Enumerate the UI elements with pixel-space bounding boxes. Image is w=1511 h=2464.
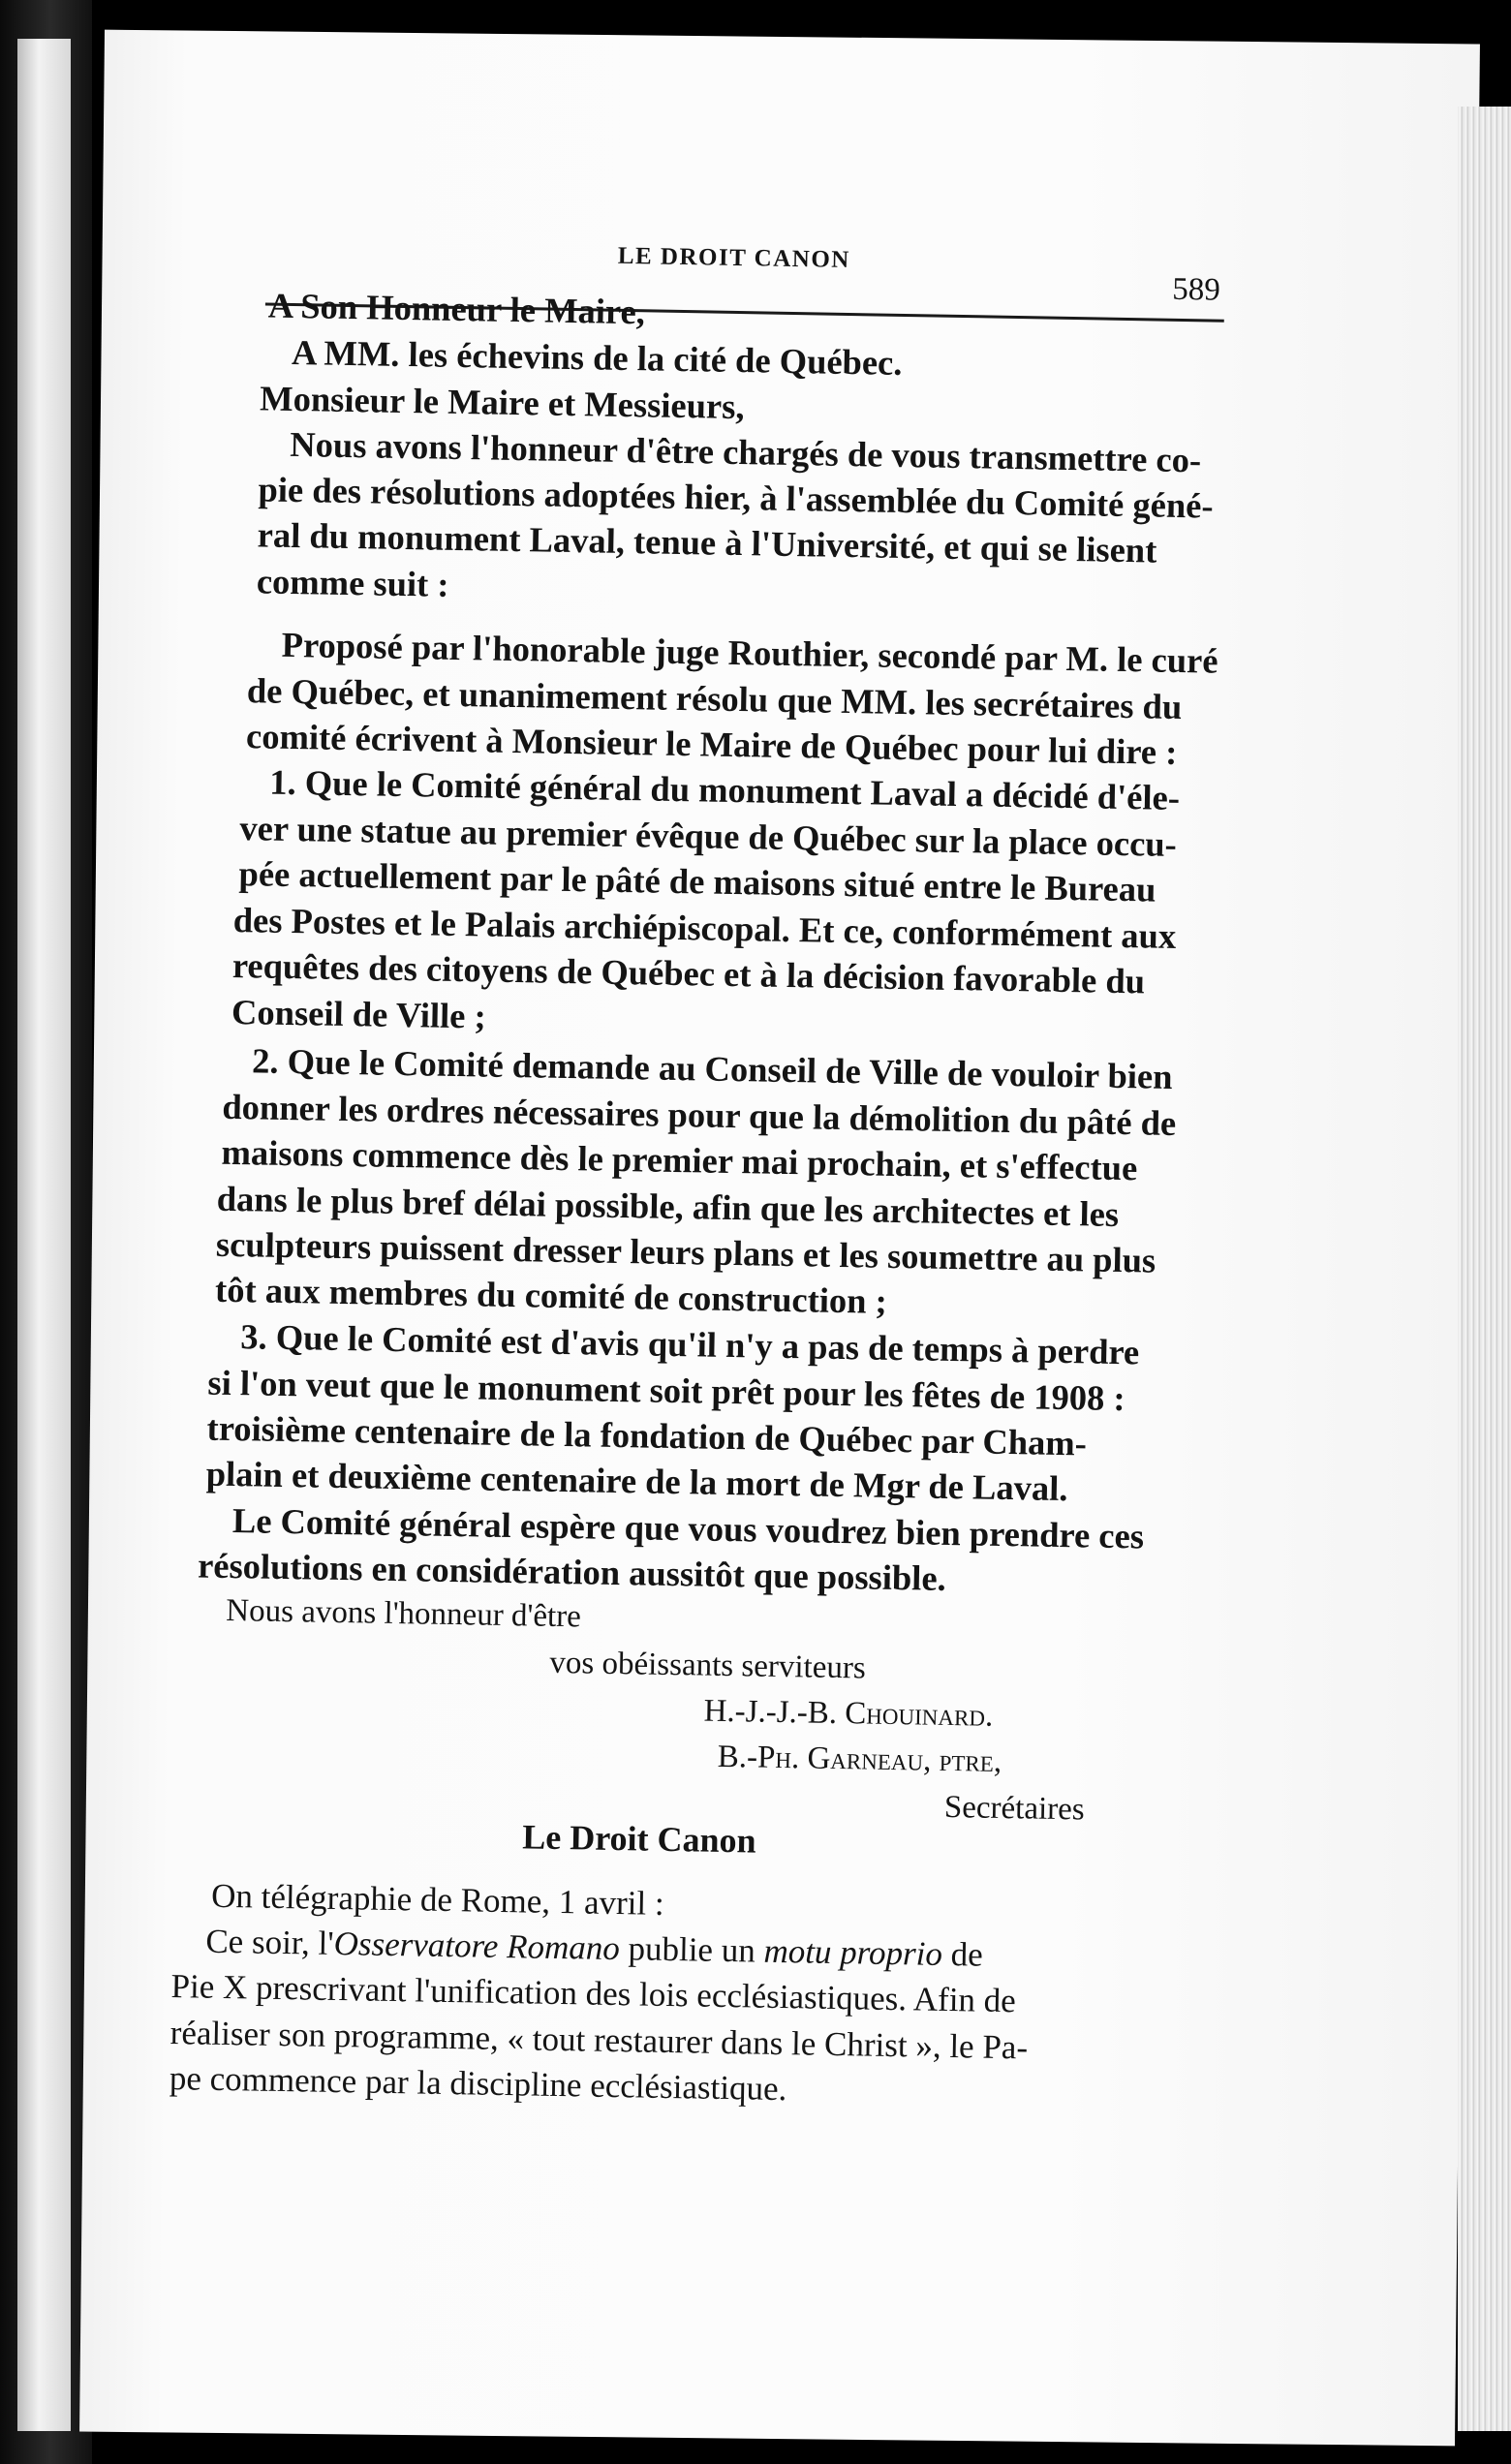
resolution-2-line: sculpteurs puissent dresser leurs plans et les soumettre au plus — [215, 1223, 1156, 1280]
paragraph-2-line: comité écrivent à Monsieur le Maire de Québec pour lui dire : — [245, 716, 1178, 772]
salutation: Monsieur le Maire et Messieurs, — [259, 378, 745, 427]
resolution-2-line: dans le plus bref délai possible, afin que les architectes et les — [216, 1178, 1120, 1234]
paragraph-1-line: ral du monument Laval, tenue à l'Université, et qui se lisent — [257, 514, 1157, 570]
closing-paragraph-line: résolutions en considération aussitôt que possible. — [197, 1545, 947, 1598]
dateline: On télégraphie de Rome, 1 avril : — [210, 1876, 664, 1923]
page-number: 589 — [1172, 271, 1221, 308]
valediction: vos obéissants serviteurs — [549, 1645, 867, 1686]
section-line-1-c: de — [941, 1934, 984, 1974]
resolution-2-line: tôt aux membres du comité de construction ; — [214, 1269, 888, 1321]
section-line-1-a: Ce soir, l' — [205, 1922, 334, 1962]
section-line: réaliser son programme, « tout restaurer dans le Christ », le Pa- — [170, 2014, 1029, 2067]
resolution-1-line: pée actuellement par le pâté de maisons situé entre le Bureau — [238, 853, 1156, 909]
closing-paragraph-line: Le Comité général espère que vous voudrez bien prendre ces — [231, 1500, 1145, 1556]
section-line: Pie X prescrivant l'unification des lois ecclésiastiques. Afin de — [170, 1967, 1017, 2020]
publication-name: Osservatore Romano — [333, 1924, 621, 1968]
paragraph-1-line: comme suit : — [256, 561, 449, 604]
signature-chouinard: H.-J.-J.-B. Chouinard. — [703, 1693, 994, 1734]
section-line-1 — [205, 1922, 984, 1974]
resolution-1-line: 1. Que le Comité général du monument Laval a décidé d'éle- — [268, 761, 1181, 818]
resolution-1-line: des Postes et le Palais archiépiscopal. Et ce, conformément aux — [232, 899, 1177, 956]
resolution-2-line: 2. Que le Comité demande au Conseil de Ville de vouloir bien — [251, 1040, 1173, 1096]
resolution-1-line: Conseil de Ville ; — [231, 991, 487, 1036]
paragraph-2-line: Proposé par l'honorable juge Routhier, secondé par M. le curé — [281, 624, 1218, 681]
section-title: Le Droit Canon — [521, 1817, 757, 1861]
signature-garneau: B.-Ph. Garneau, ptre, — [717, 1739, 1002, 1779]
resolution-3-line: 3. Que le Comité est d'avis qu'il n'y a pas de temps à perdre — [239, 1316, 1140, 1372]
closing-line: Nous avons l'honneur d'être — [226, 1592, 582, 1635]
resolution-3-line: plain et deuxième centenaire de la mort de Mgr de Laval. — [205, 1453, 1068, 1509]
running-head: LE DROIT CANON — [617, 242, 851, 273]
paragraph-1-line: pie des résolutions adoptées hier, à l'assemblée du Comité géné- — [258, 469, 1214, 526]
motu-proprio-term: motu proprio — [763, 1931, 943, 1973]
section-line-1-b: publie un — [619, 1929, 764, 1970]
resolution-3-line: troisième centenaire de la fondation de Québec par Cham- — [206, 1407, 1088, 1463]
address-line-2: A MM. les échevins de la cité de Québec. — [291, 331, 903, 383]
paragraph-2-line: de Québec, et unanimement résolu que MM. les secrétaires du — [246, 670, 1183, 727]
paragraph-1-line: Nous avons l'honneur d'être chargés de vous transmettre co- — [290, 423, 1202, 480]
resolution-1-line: ver une statue au premier évêque de Québec sur la place occu- — [239, 808, 1178, 864]
resolution-3-line: si l'on veut que le monument soit prêt pour les fêtes de 1908 : — [207, 1362, 1126, 1419]
section-line: pe commence par la discipline ecclésiastique. — [169, 2059, 787, 2109]
signature-role: Secrétaires — [943, 1789, 1085, 1828]
resolution-1-line: requêtes des citoyens de Québec et à la décision favorable du — [231, 944, 1146, 1001]
address-line-1: A Son Honneur le Maire, — [267, 285, 646, 332]
resolution-2-line: maisons commence dès le premier mai prochain, et s'effectue — [221, 1131, 1138, 1188]
resolution-2-line: donner les ordres nécessaires pour que la démolition du pâté de — [222, 1086, 1177, 1143]
